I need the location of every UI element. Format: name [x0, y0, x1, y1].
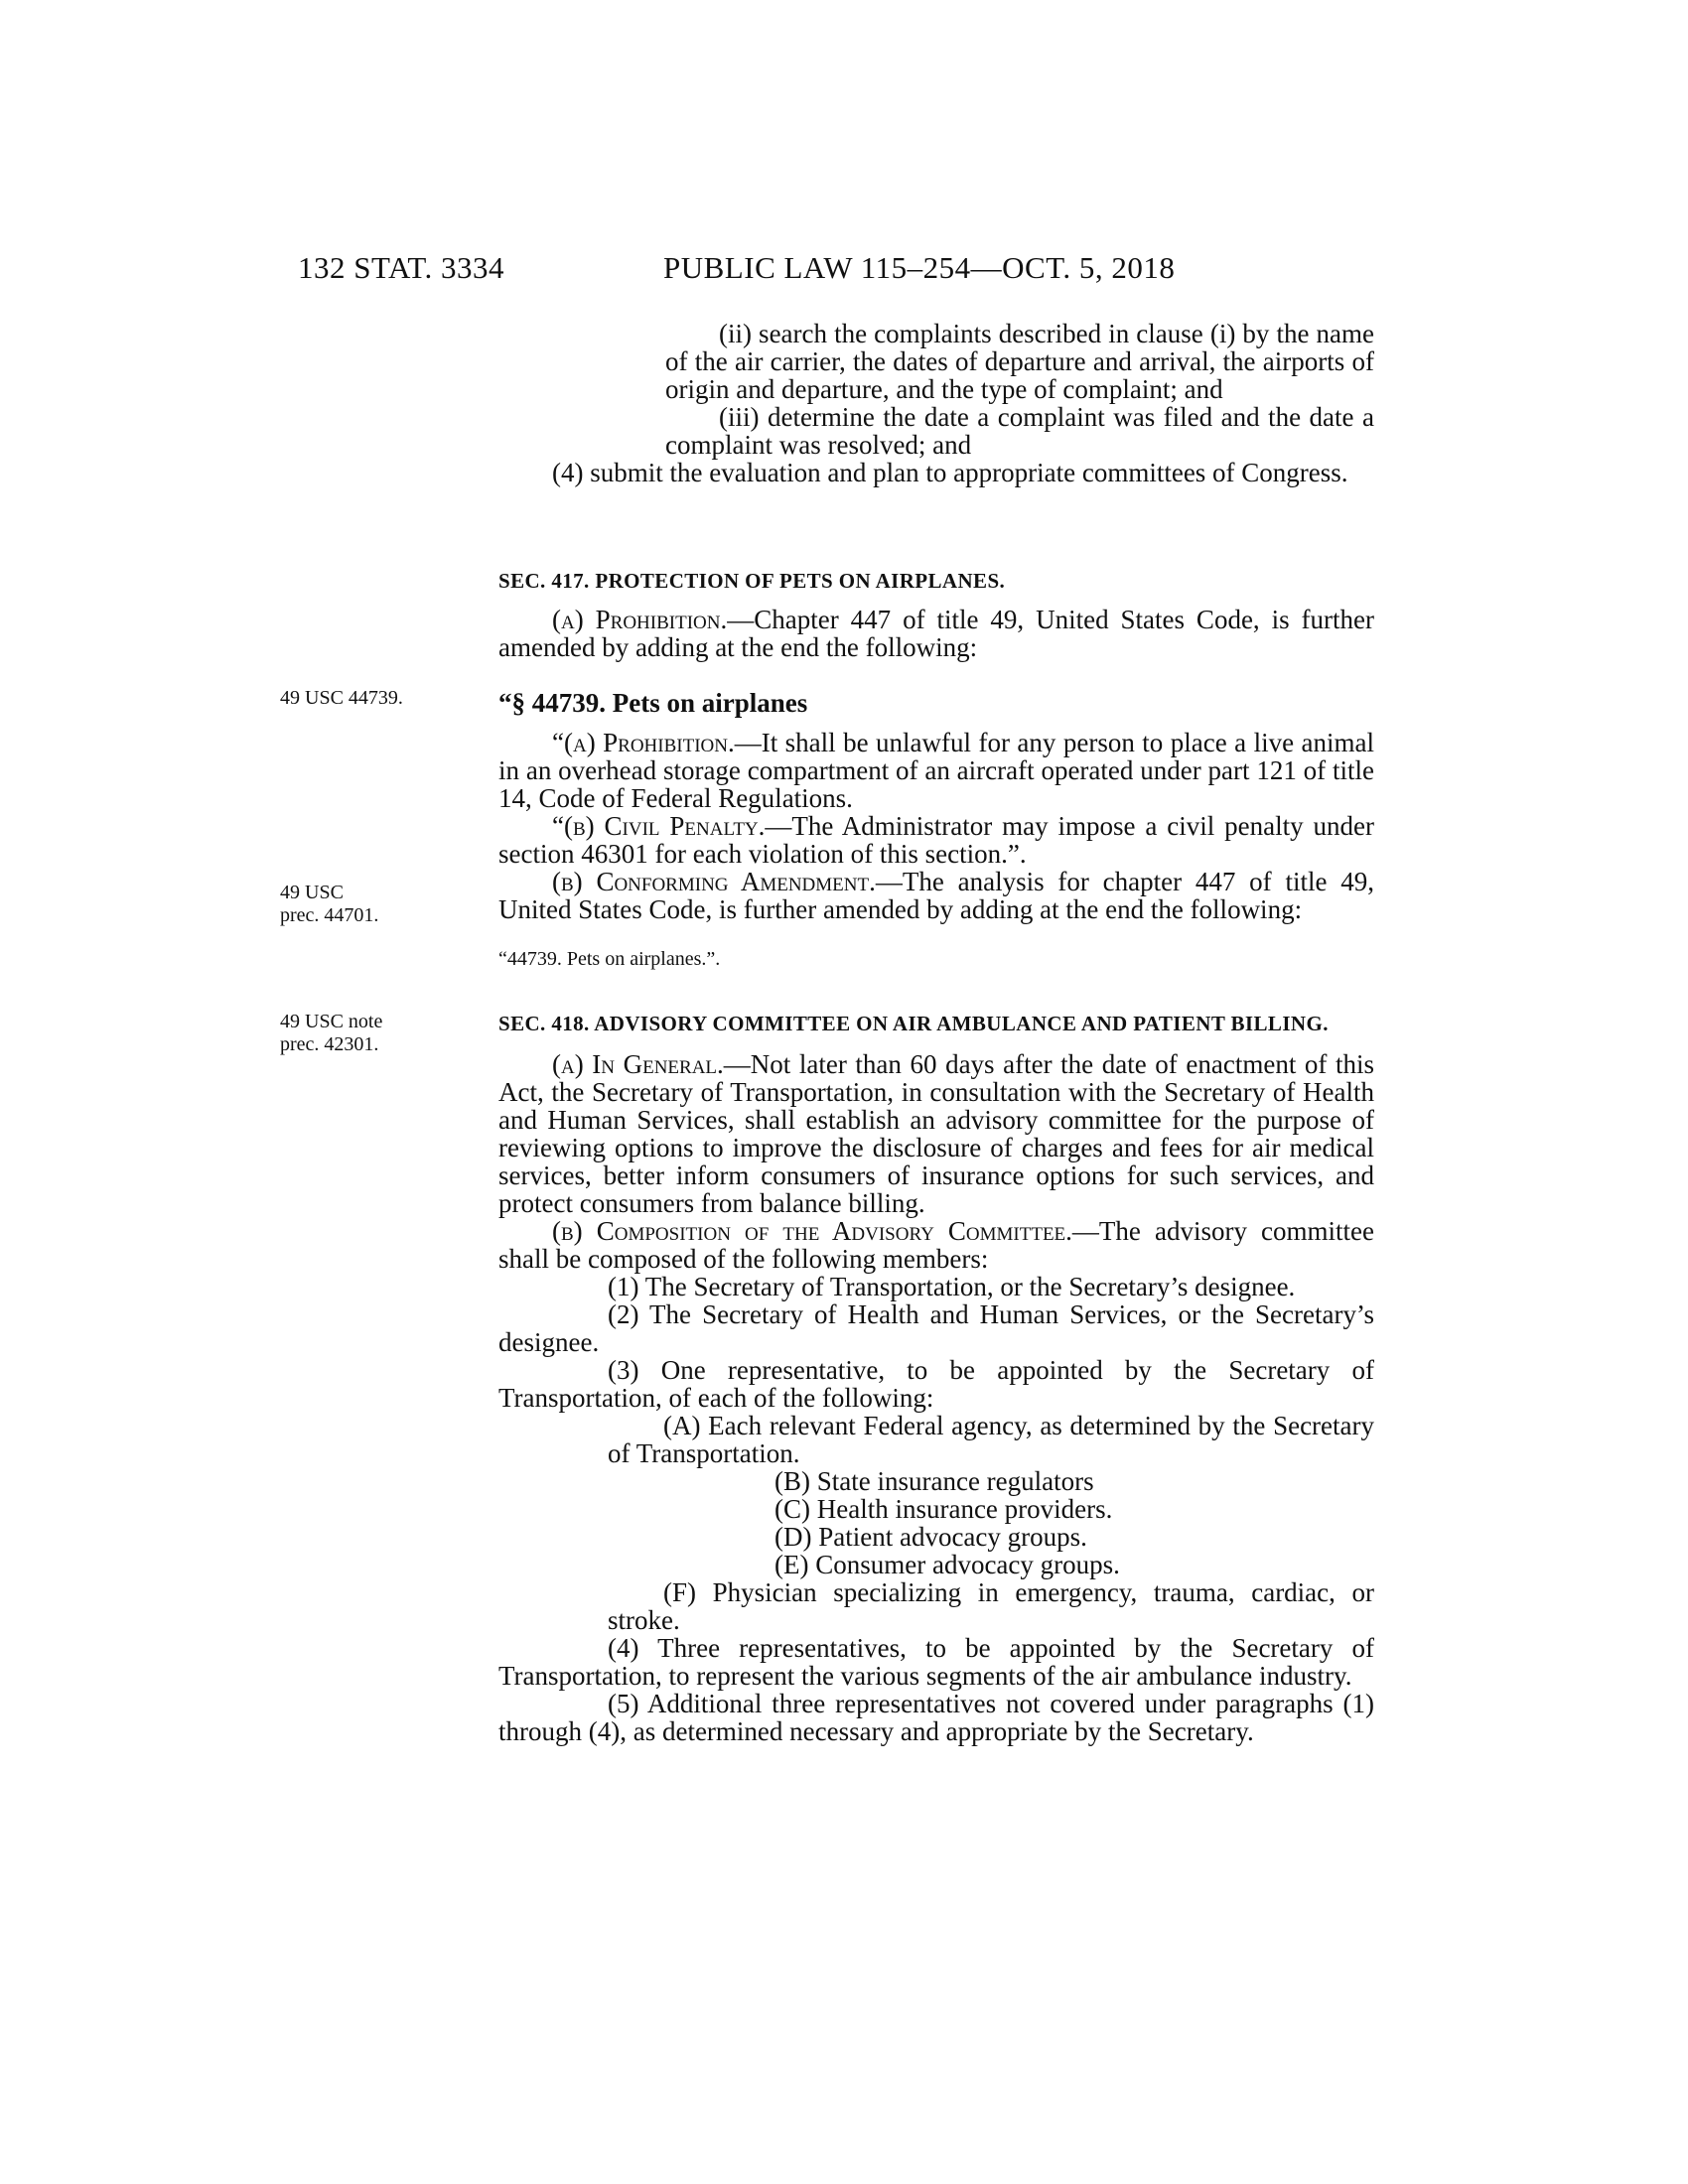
sec-417-a-label: (a) Prohibition. [552, 605, 728, 634]
margin-note-49usc-note: 49 USC note [280, 1011, 383, 1032]
section-44739-a-label: “(a) Prohibition. [552, 728, 735, 757]
section-44739-heading: “§ 44739. Pets on airplanes [498, 688, 808, 718]
margin-note-49usc: 49 USC [280, 882, 344, 903]
sec-417 [498, 568, 1374, 973]
sec-418-heading: SEC. 418. ADVISORY COMMITTEE ON AIR AMBULANCE AND PATIENT BILLING. [498, 1012, 1329, 1035]
member-3: (3) One representative, to be appointed by the Secretary of Transportation, of each of the following: [498, 1355, 1374, 1413]
member-3-F: (F) Physician specializing in emergency, trauma, cardiac, or stroke. [608, 1577, 1374, 1635]
sec-417-a [498, 606, 1374, 661]
clause-ii: (ii) search the complaints described in clause (i) by the name of the air carrier, the dates of departure and arrival, the airports of origin and departure, and the type of complaint; and [665, 319, 1374, 404]
sec-418-a-text: —Not later than 60 days after the date of enactment of this Act, the Secretary of Transportation, in consultation with the Secretary of Health and Human Services, shall establish an advisory committee for the purpose of reviewing options to improve the disclosure of charges and fees for air medical services, better inform consumers of insurance options for such services, and protect consumers from balance billing. [498, 1049, 1374, 1218]
continued-clauses [498, 320, 1374, 486]
margin-note-prec-42301: prec. 42301. [280, 1033, 379, 1055]
sec-417-b [498, 868, 1374, 923]
member-1: (1) The Secretary of Transportation, or the Secretary’s designee. [608, 1272, 1296, 1301]
stat-page-number: 132 STAT. 3334 [298, 250, 505, 285]
member-3-A: (A) Each relevant Federal agency, as determined by the Secretary of Transportation. [608, 1411, 1374, 1468]
paragraph-4-submit: (4) submit the evaluation and plan to appropriate committees of Congress. [552, 458, 1348, 487]
analysis-line: “44739. Pets on airplanes.”. [498, 948, 721, 970]
sec-417-b-label: (b) Conforming Amendment. [552, 867, 876, 896]
section-44739-b-label: “(b) Civil Penalty. [552, 811, 766, 841]
member-3-B: (B) State insurance regulators [774, 1466, 1094, 1496]
sec-418-b-text: —The advisory committee shall be composed of the following members: [498, 1216, 1374, 1274]
running-header: PUBLIC LAW 115–254—OCT. 5, 2018 [663, 250, 1176, 285]
section-44739-a [498, 729, 1374, 812]
section-44739-b-text: —The Administrator may impose a civil penalty under section 46301 for each violation of this section.”. [498, 811, 1374, 869]
member-2: (2) The Secretary of Health and Human Services, or the Secretary’s designee. [498, 1299, 1374, 1357]
sec-417-a-text: —Chapter 447 of title 49, United States Code, is further amended by adding at the end the following: [498, 605, 1375, 662]
section-44739-a-text: —It shall be unlawful for any person to place a live animal in an overhead storage compartment of an aircraft operated under part 121 of title 14, Code of Federal Regulations. [498, 728, 1374, 813]
sec-417-heading: SEC. 417. PROTECTION OF PETS ON AIRPLANES. [498, 569, 1006, 593]
clause-iii: (iii) determine the date a complaint was filed and the date a complaint was resolved; and [665, 402, 1374, 460]
margin-note-44739: 49 USC 44739. [280, 687, 403, 709]
member-5: (5) Additional three representatives not covered under paragraphs (1) through (4), as determined necessary and appropriate by the Secretary. [498, 1689, 1374, 1746]
sec-418 [498, 1011, 1374, 1745]
section-44739-b [498, 812, 1374, 868]
member-3-E: (E) Consumer advocacy groups. [774, 1550, 1120, 1579]
member-4: (4) Three representatives, to be appointed by the Secretary of Transportation, to represent the various segments of the air ambulance industry. [498, 1633, 1374, 1691]
sec-418-b-label: (b) Composition of the Advisory Committee. [552, 1216, 1072, 1246]
member-3-D: (D) Patient advocacy groups. [774, 1522, 1087, 1552]
sec-418-a [498, 1050, 1374, 1217]
sec-418-a-label: (a) In General. [552, 1049, 724, 1079]
member-3-C: (C) Health insurance providers. [774, 1494, 1113, 1524]
margin-note-prec-44701: prec. 44701. [280, 904, 379, 926]
sec-418-b [498, 1217, 1374, 1273]
sec-417-b-text: —The analysis for chapter 447 of title 49, United States Code, is further amended by adding at the end the following: [498, 867, 1374, 924]
